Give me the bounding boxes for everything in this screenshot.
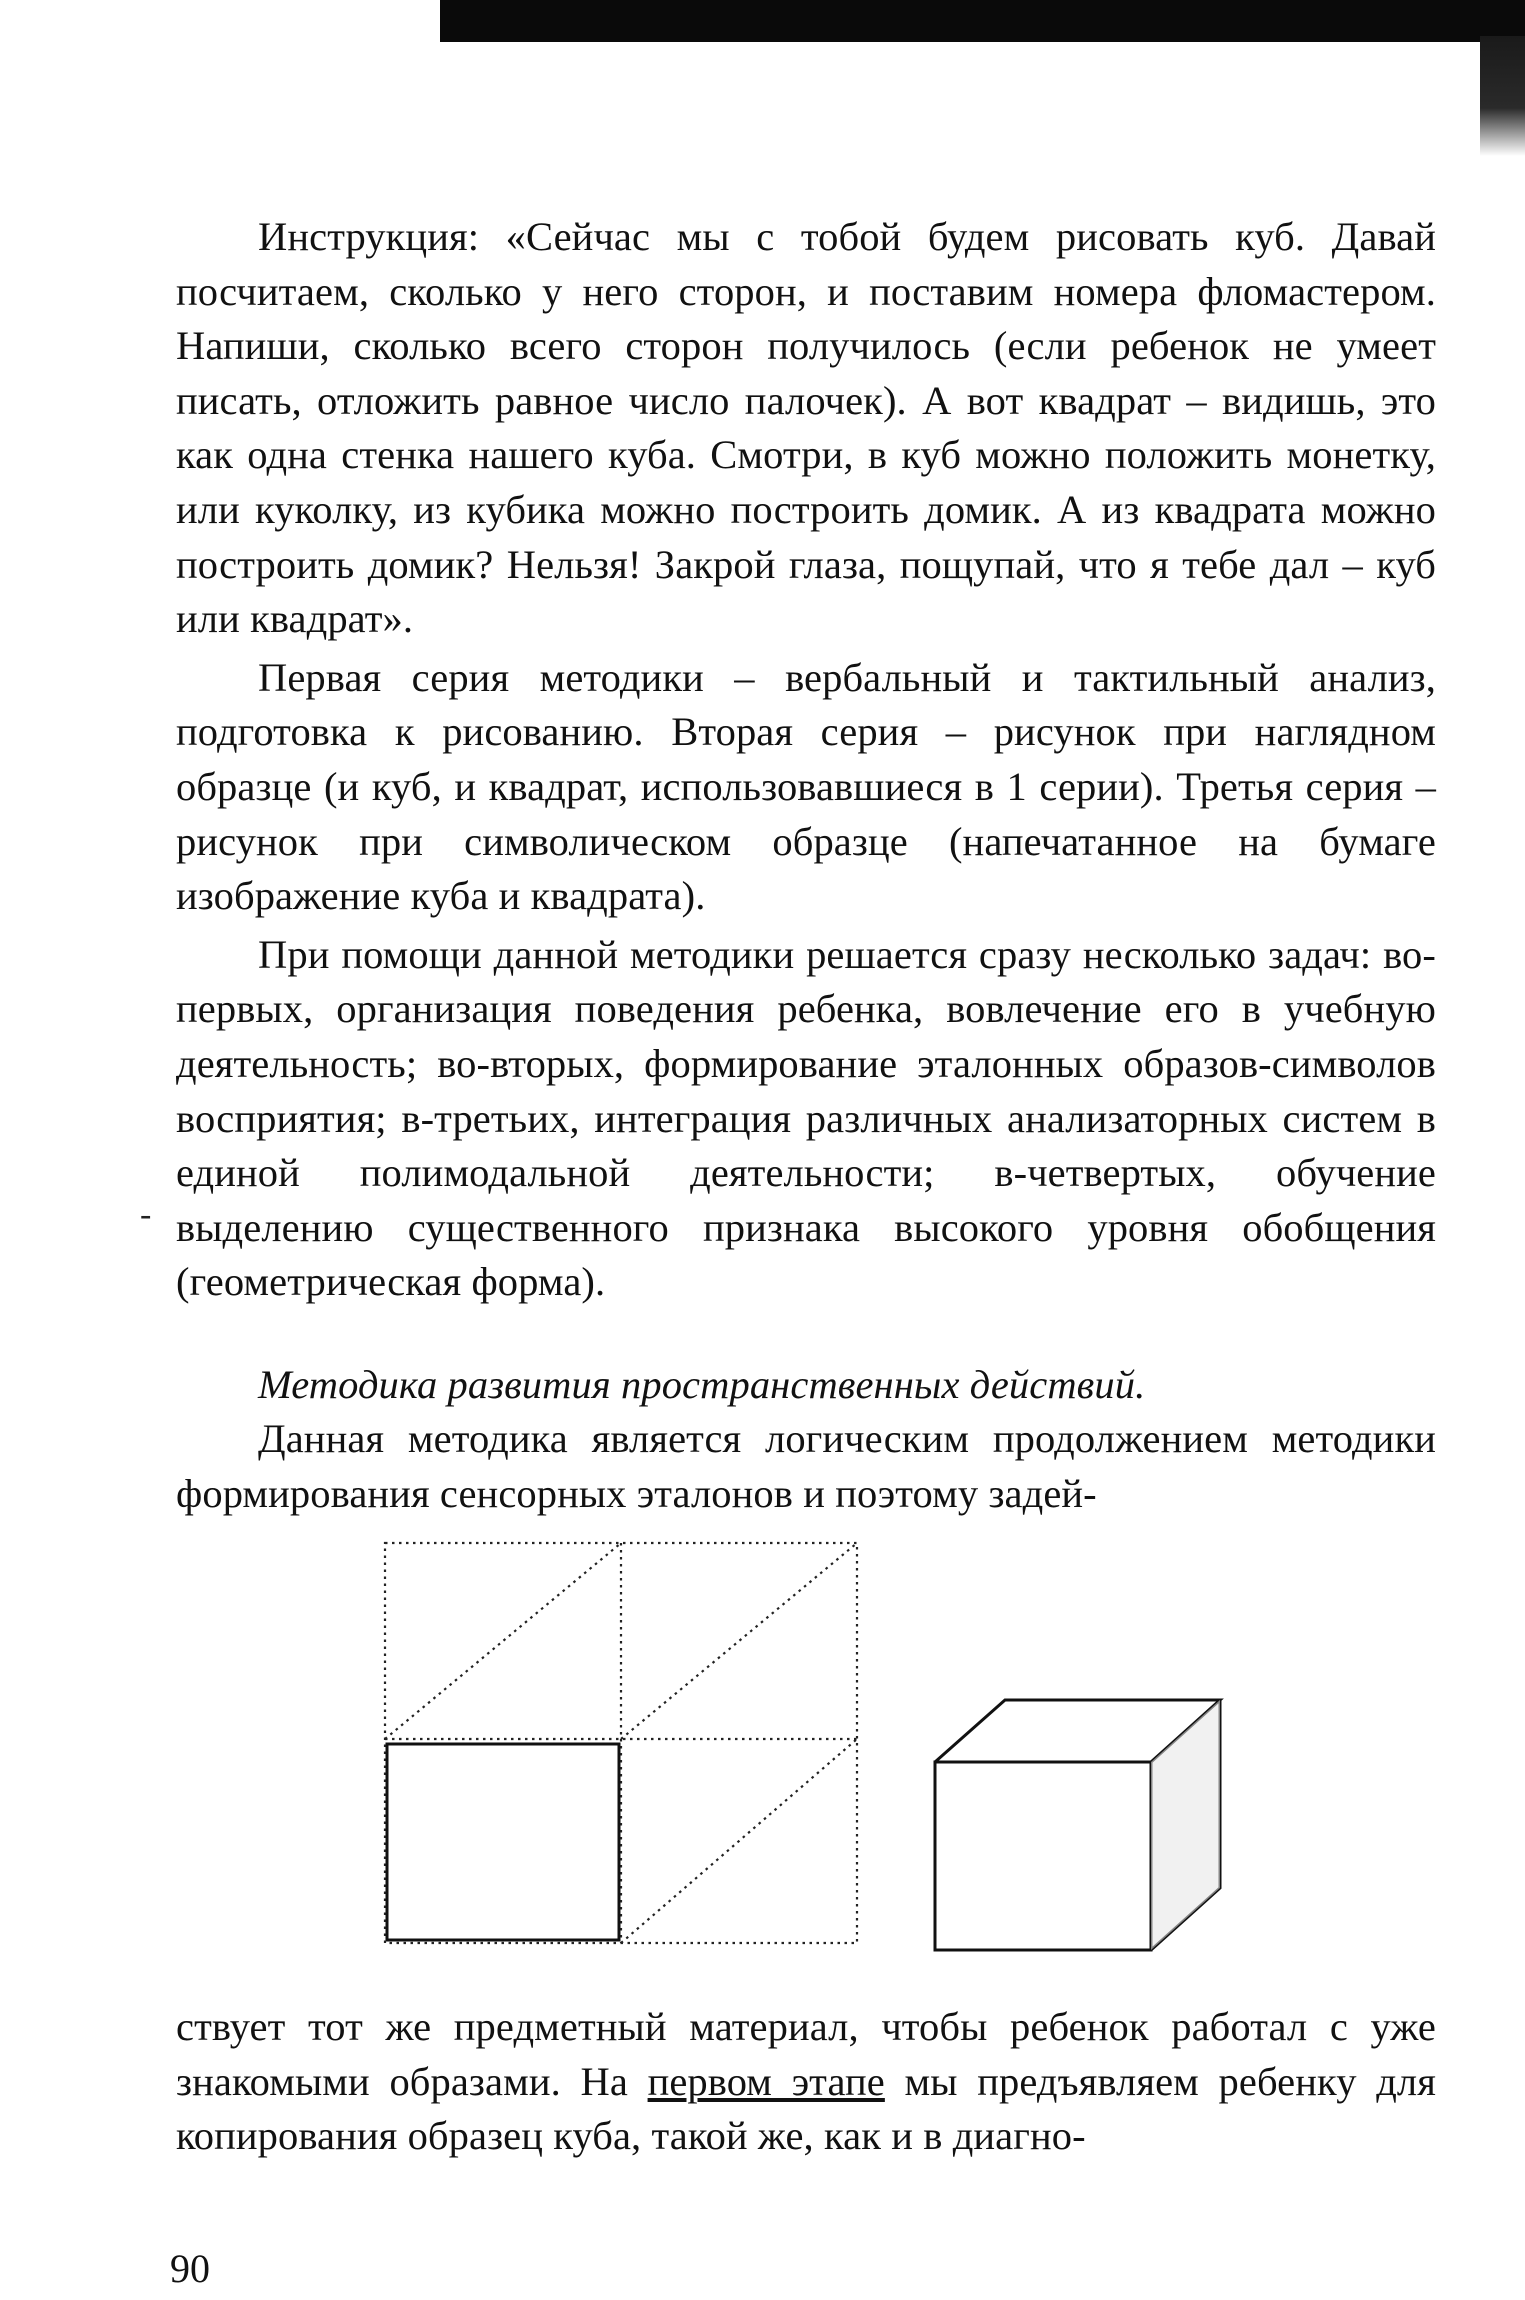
text-block-top [176,210,1436,1522]
scan-shadow-corner [1480,36,1525,156]
paragraph-instruction: Инструкция: «Сейчас мы с тобой будем рисовать куб. Давай посчитаем, сколько у него сторон, и поставим номера фломастером. Напиши, сколько всего сторон получилось (если ребенок не умеет писать, отложить равное число палочек). А вот квадрат – видишь, это как одна стенка нашего куба. Смотри, в куб можно положить монетку, или куколку, из кубика можно построить домик. А из квадрата можно построить домик? Нельзя! Закрой глаза, пощупай, что я тебе дал – куб или квадрат». [176,214,1436,642]
cube-side-shade [1151,1700,1220,1950]
scan-shadow-top [440,0,1525,42]
section-heading: Методика развития пространственных действий. [258,1361,1146,1407]
paragraph-after-figure [176,2000,1436,2164]
paragraph-tasks: При помощи данной методики решается сразу несколько задач: во-первых, организация поведения ребенка, вовлечение его в учебную деятельность; во-вторых, формирование эталонных образов-символов восприятия; в-третьих, интеграция различных анализаторных систем в единой полимодальной деятельности; в-четвертых, обучение выделению существенного признака высокого уровня обобщения (геометрическая форма). [176,931,1436,1305]
paragraph-before-figure: Данная методика является логическим продолжением методики формирования сенсорных эталонов и поэтому задей- [176,1416,1436,1517]
figure-square-and-cube [380,1538,1240,1963]
figure-drawing [380,1538,1240,1958]
paragraph-after-figure-part1: ствует тот же предметный материал, чтобы ребенок работал с уже знакомыми образами. На [176,2004,1436,2104]
text-block-bottom [176,2000,1436,2164]
solid-square [387,1744,619,1940]
paragraph-after-figure-part2: мы предъявляем ребенку для копирования образец куба, такой же, как и в диагно- [176,2058,1436,2159]
paragraph-series: Первая серия методики – вербальный и тактильный анализ, подготовка к рисованию. Вторая серия – рисунок при наглядном образце (и куб, и квадрат, использовавшиеся в 1 серии). Третья серия – рисунок при символическом образце (напечатанное на бумаге изображение куба и квадрата). [176,654,1436,919]
margin-mark: - [140,1196,152,1233]
page-number: 90 [170,2246,210,2291]
underlined-phrase: первом этапе [647,2058,885,2104]
